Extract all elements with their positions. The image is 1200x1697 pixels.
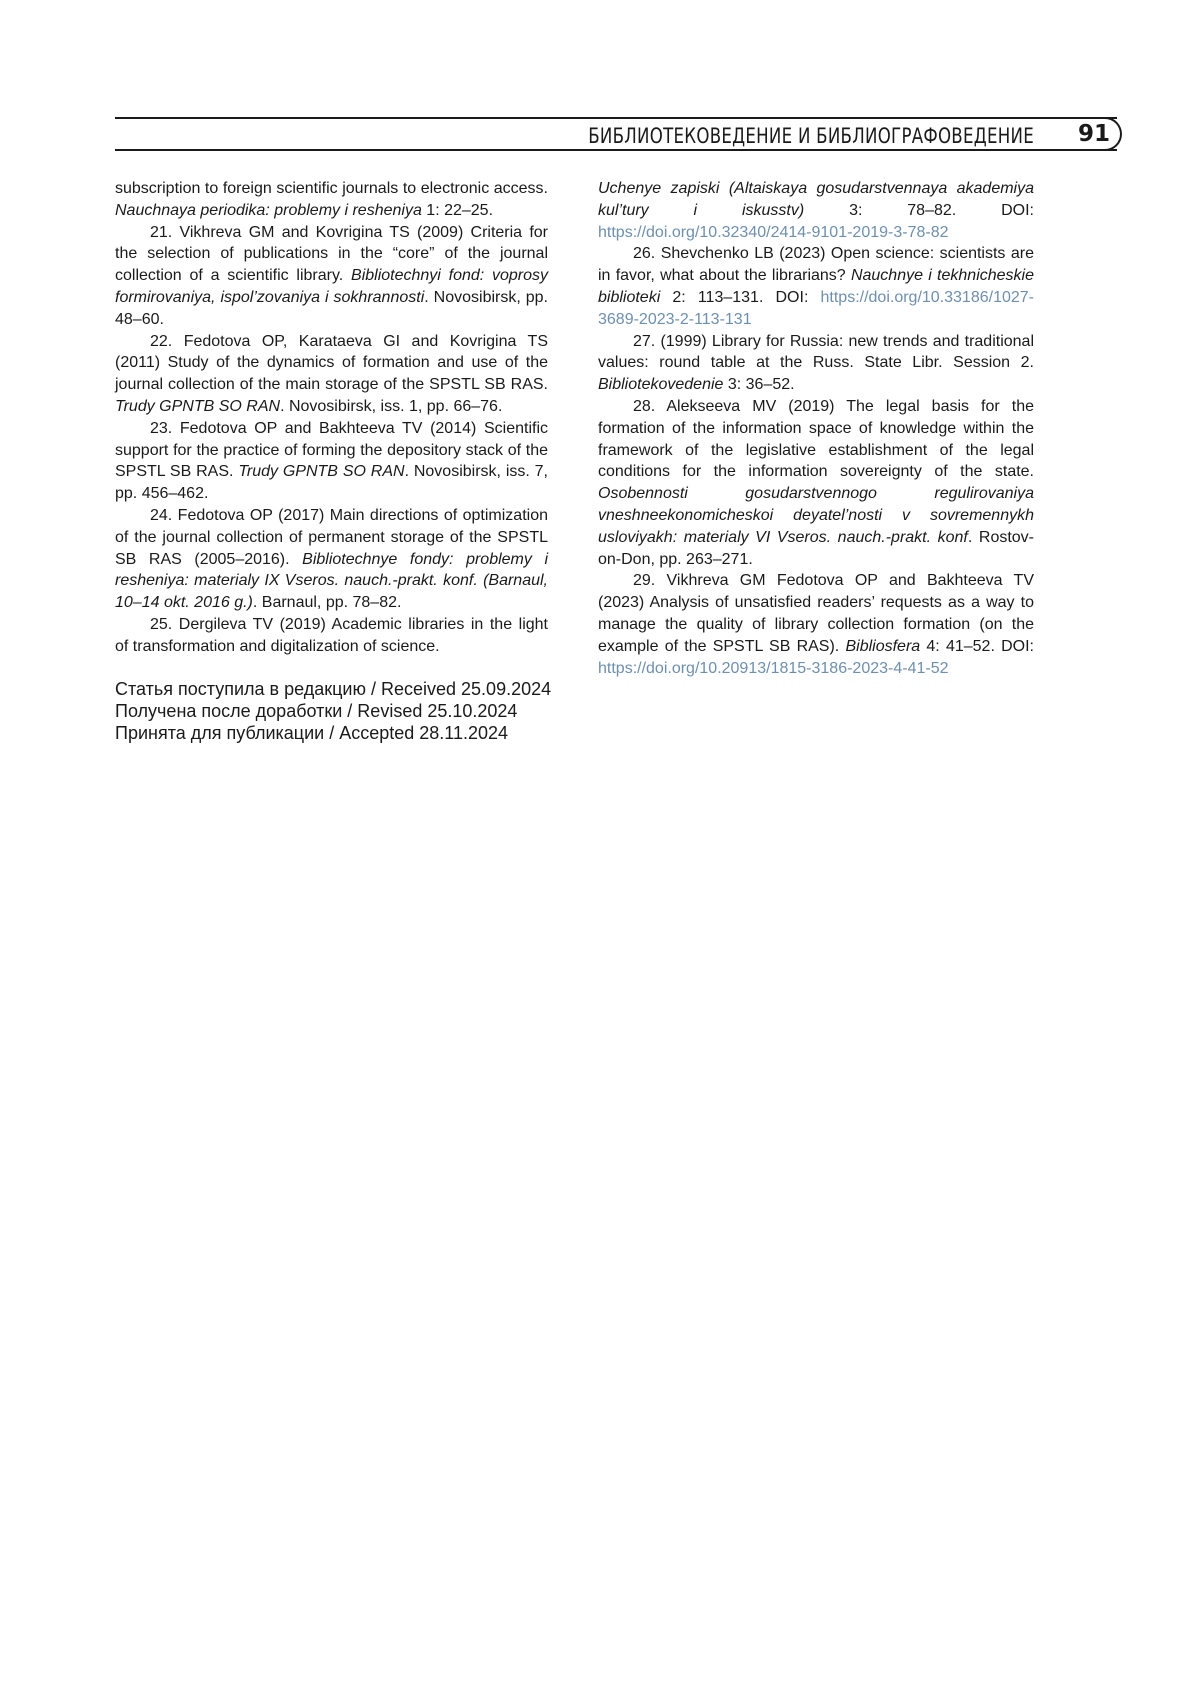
reference-continuation: subscription to foreign scientific journals to electronic access. Nauchnaya periodika: problemy i resheniya 1: 22–25.: [115, 178, 548, 222]
reference-24: 24. Fedotova OP (2017) Main directions of optimization of the journal collection of permanent storage of the SPSTL SB RAS (2005–2016). Bibliotechnye fondy: problemy i resheniya: materialy IX Vseros. nauch.-prakt. konf. (Barnaul, 10–14 okt. 2016 g.). Barnaul, pp. 78–82.: [115, 505, 548, 614]
reference-29: 29. Vikhreva GM Fedotova OP and Bakhteeva TV (2023) Analysis of unsatisfied readers’ requests as a way to manage the quality of library collection formation (on the example of the SPSTL SB RAS). Bibliosfera 4: 41–52. DOI: https://doi.org/10.20913/1815-3186-2023-4-41-52: [598, 570, 1034, 679]
references-left-column: [115, 178, 548, 658]
reference-22: 22. Fedotova OP, Karataeva GI and Kovrigina TS (2011) Study of the dynamics of formation and use of the journal collection of the main storage of the SPSTL SB RAS. Trudy GPNTB SO RAN. Novosibirsk, iss. 1, pp. 66–76.: [115, 331, 548, 418]
references-right-column: [598, 178, 1034, 679]
doi-link[interactable]: https://doi.org/10.33186/1027-3689-2023-2-113-131: [598, 289, 1034, 328]
page-number: 91: [1070, 121, 1118, 147]
received-date: Статья поступила в редакцию / Received 25.09.2024: [115, 678, 551, 700]
running-title: БИБЛИОТЕКОВЕДЕНИЕ И БИБЛИОГРАФОВЕДЕНИЕ: [582, 124, 1034, 148]
reference-27: 27. (1999) Library for Russia: new trends and traditional values: round table at the Russ. State Libr. Session 2. Bibliotekovedenie 3: 36–52.: [598, 331, 1034, 396]
header-rule-bottom: [115, 149, 1117, 151]
header-rule-top: [115, 117, 1117, 119]
reference-25: 25. Dergileva TV (2019) Academic libraries in the light of transformation and digitalization of science.: [115, 614, 548, 658]
revised-date: Получена после доработки / Revised 25.10.2024: [115, 700, 551, 722]
article-dates: [115, 678, 551, 744]
reference-28: 28. Alekseeva MV (2019) The legal basis for the formation of the information space of knowledge within the framework of the legislative establishment of the legal conditions for the information sovereignty of the state. Osobennosti gosudarstvennogo regulirovaniya vneshneekonomicheskoi deyatel’nosti v sovremennykh usloviyakh: materialy VI Vseros. nauch.-prakt. konf. Rostov-on-Don, pp. 263–271.: [598, 396, 1034, 570]
reference-21: 21. Vikhreva GM and Kovrigina TS (2009) Criteria for the selection of publications in the “core” of the journal collection of a scientific library. Bibliotechnyi fond: voprosy formirovaniya, ispol’zovaniya i sokhrannosti. Novosibirsk, pp. 48–60.: [115, 222, 548, 331]
accepted-date: Принята для публикации / Accepted 28.11.2024: [115, 722, 551, 744]
reference-continuation: Uchenye zapiski (Altaiskaya gosudarstvennaya akademiya kul’tury i iskusstv) 3: 78–82. DOI: https://doi.org/10.32340/2414-9101-2019-3-78-82: [598, 178, 1034, 243]
doi-link[interactable]: https://doi.org/10.32340/2414-9101-2019-3-78-82: [598, 224, 948, 241]
reference-26: 26. Shevchenko LB (2023) Open science: scientists are in favor, what about the librarians? Nauchnye i tekhnicheskie biblioteki 2: 113–131. DOI: https://doi.org/10.33186/1027-3689-2023-2-113-131: [598, 243, 1034, 330]
doi-link[interactable]: https://doi.org/10.20913/1815-3186-2023-4-41-52: [598, 660, 948, 677]
reference-23: 23. Fedotova OP and Bakhteeva TV (2014) Scientific support for the practice of forming the depository stack of the SPSTL SB RAS. Trudy GPNTB SO RAN. Novosibirsk, iss. 7, pp. 456–462.: [115, 418, 548, 505]
